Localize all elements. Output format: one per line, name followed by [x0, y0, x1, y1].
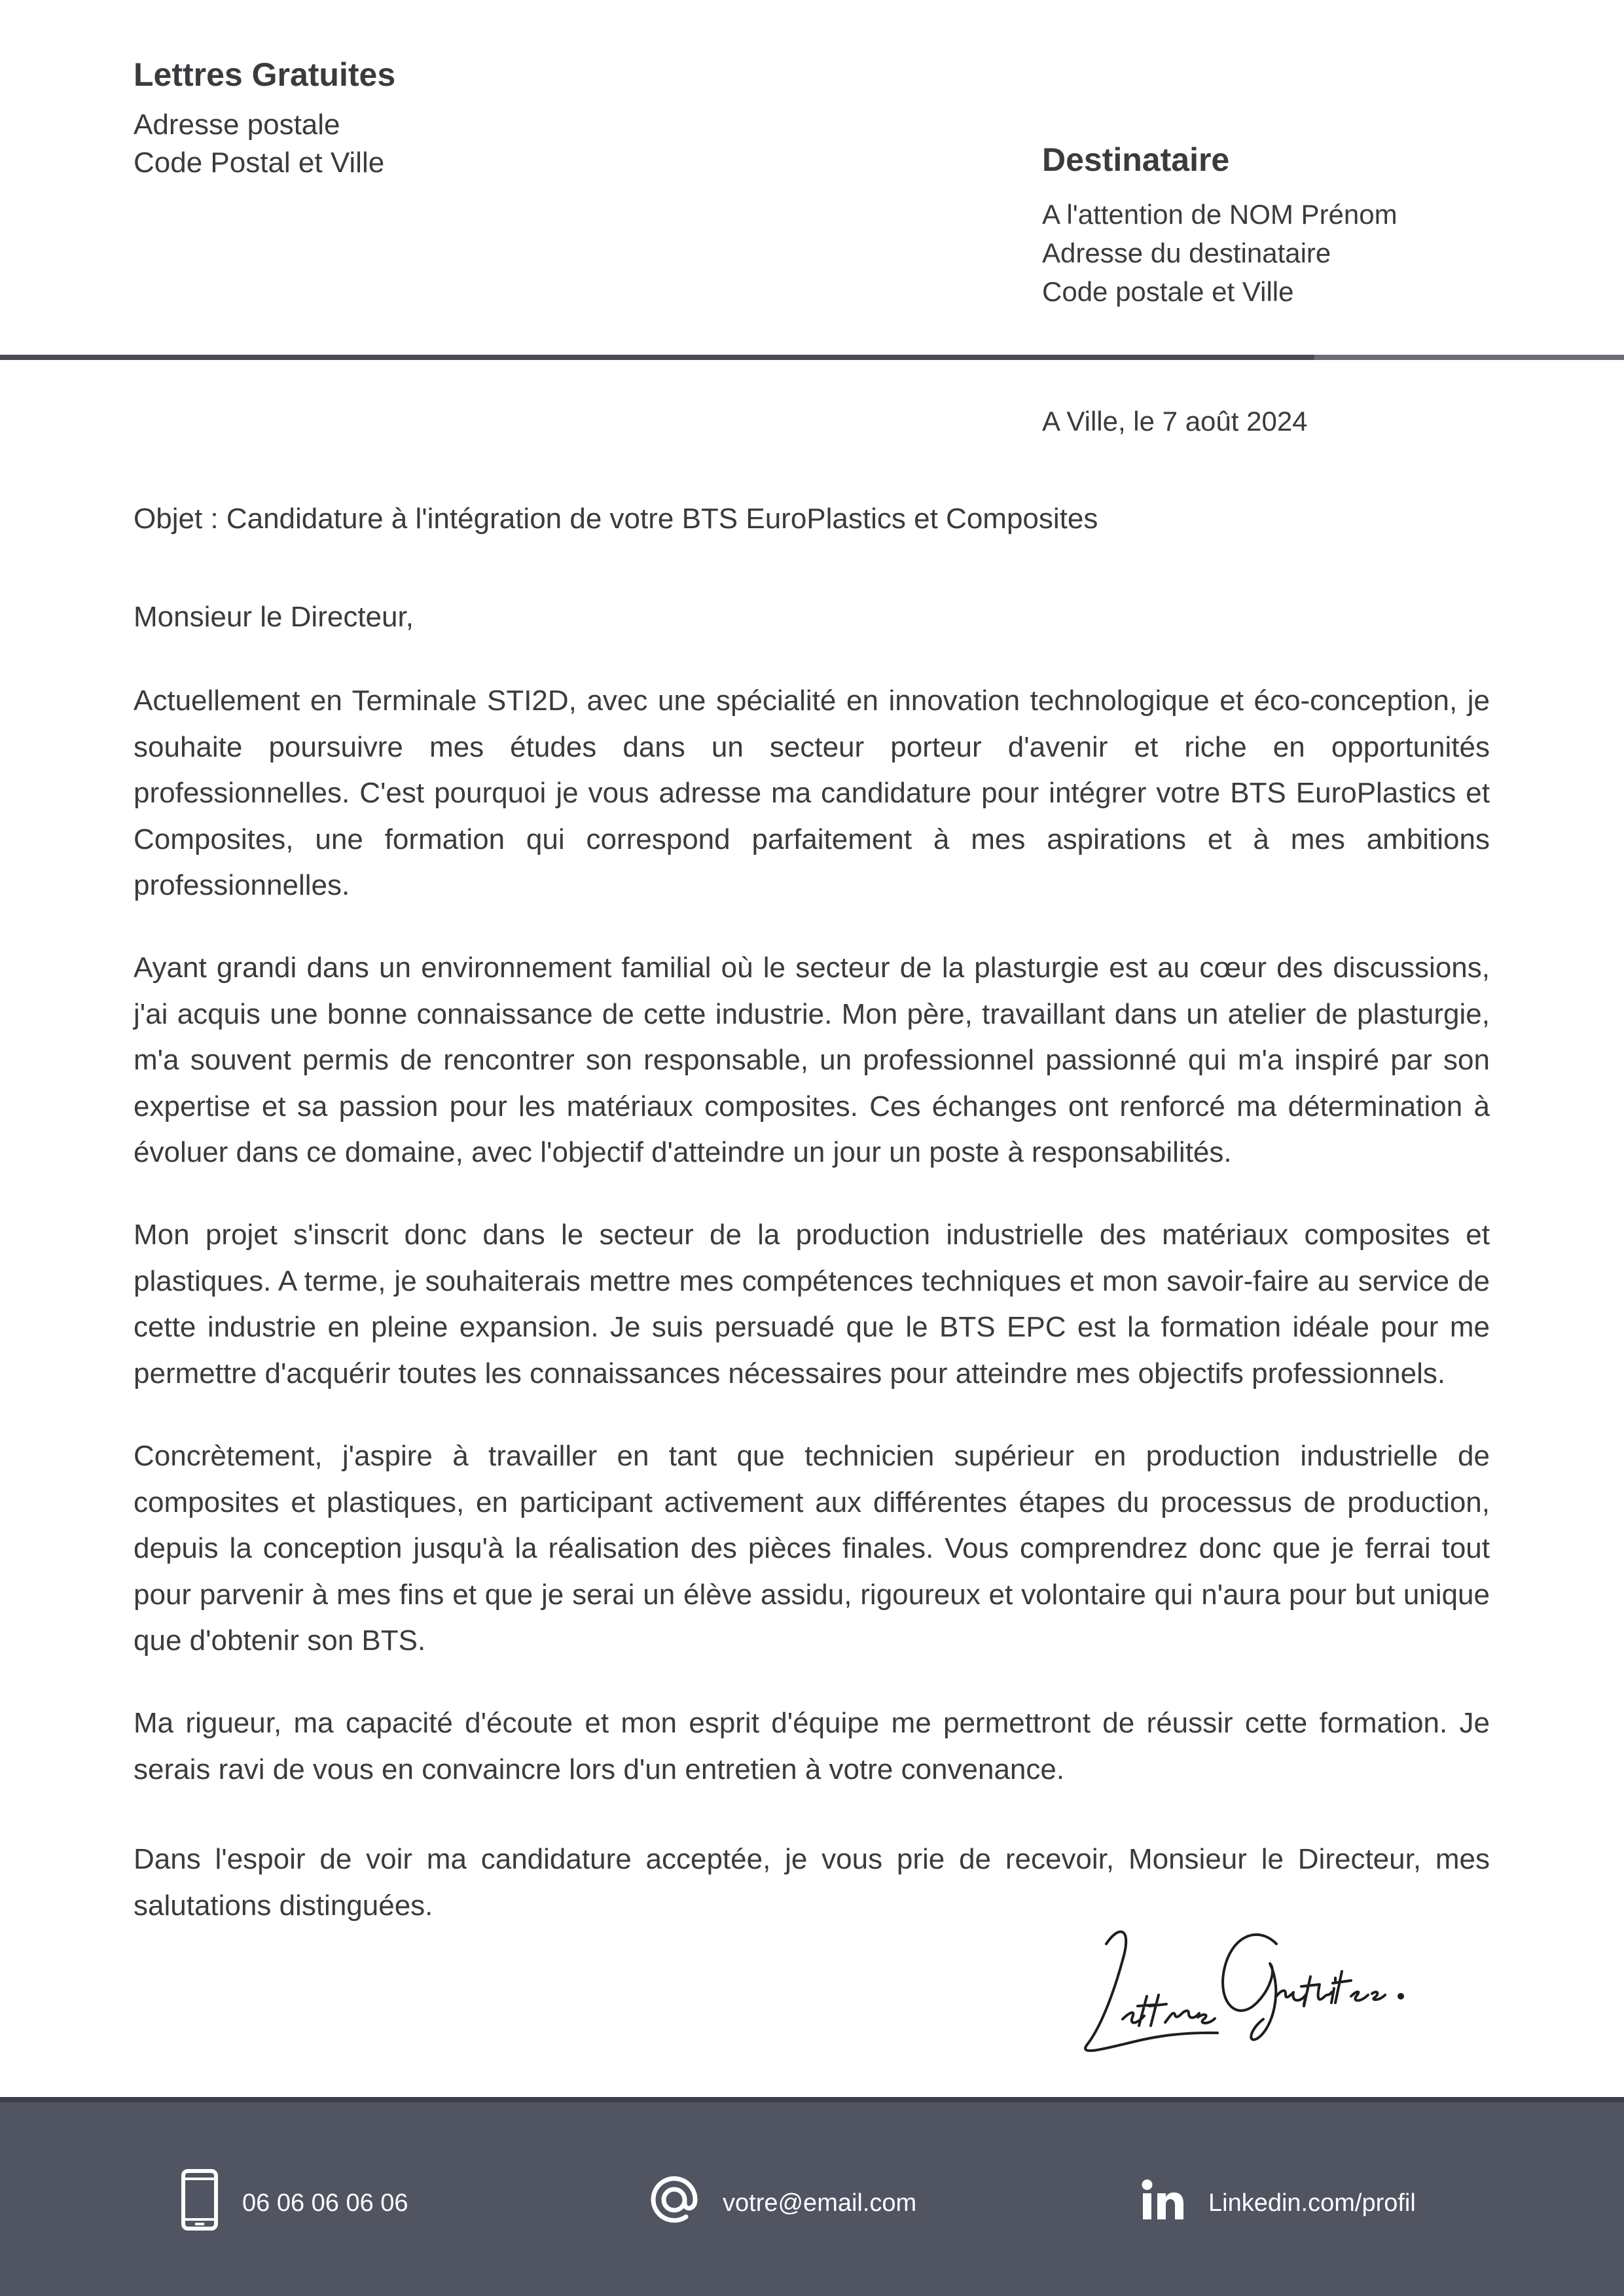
letter-paragraph-2: Ayant grandi dans un environnement familial où le secteur de la plasturgie est au cœur des discussions, j'ai acquis une bonne connaissance de cette industrie. Mon père, travaillant dans un atelier de plasturgie, m'a souvent permis de rencontrer son responsable, un professionnel passionné qui m'a inspiré par son expertise et sa passion pour les matériaux composites. Ces échanges ont renforcé ma détermination à évoluer dans ce domaine, avec l'objectif d'atteindre un jour un poste à responsabilités. — [134, 952, 1490, 1168]
sender-address: Adresse postale — [134, 109, 340, 141]
linkedin-icon — [1142, 2179, 1185, 2227]
letter-paragraph-5: Ma rigueur, ma capacité d'écoute et mon esprit d'équipe me permettront de réussir cette formation. Je serais ravi de vous en convaincre lors d'un entretien à votre convenance. — [134, 1707, 1490, 1785]
recipient-city: Code postale et Ville — [1042, 276, 1294, 307]
letter-salutation: Monsieur le Directeur, — [134, 601, 414, 633]
footer-top-border — [0, 2097, 1624, 2102]
recipient-attention: A l'attention de NOM Prénom — [1042, 199, 1398, 230]
sender-city: Code Postal et Ville — [134, 147, 385, 179]
letter-subject: Objet : Candidature à l'intégration de votre BTS EuroPlastics et Composites — [134, 503, 1098, 535]
letter-paragraph-6: Dans l'espoir de voir ma candidature acceptée, je vous prie de recevoir, Monsieur le Directeur, mes salutations distinguées. — [134, 1843, 1490, 1922]
at-sign-icon — [649, 2175, 699, 2231]
contact-linkedin-text: Linkedin.com/profil — [1208, 2189, 1416, 2217]
letter-paragraph-4: Concrètement, j'aspire à travailler en tant que technicien supérieur en production industrielle de composites et plastiques, en participant activement aux différentes étapes du processus de production, depuis la conception jusqu'à la réalisation des pièces finales. Vous comprendrez donc que je ferrai tout pour parvenir à mes fins et que je serai un élève assidu, rigoureux et volontaire qui n'aura pour but unique que d'obtenir son BTS. — [134, 1440, 1490, 1657]
contact-email[interactable] — [649, 2170, 916, 2236]
recipient-block — [1042, 136, 1398, 311]
footer — [0, 2097, 1624, 2296]
contact-phone-text: 06 06 06 06 06 — [242, 2189, 408, 2217]
sender-name: Lettres Gratuites — [134, 56, 396, 93]
phone-icon — [181, 2168, 219, 2238]
sender-block — [134, 51, 395, 182]
recipient-address: Adresse du destinataire — [1042, 238, 1331, 268]
handwritten-signature — [1060, 1898, 1440, 2068]
recipient-title: Destinataire — [1042, 141, 1230, 178]
letter-date: A Ville, le 7 août 2024 — [1042, 406, 1308, 437]
contact-phone[interactable] — [181, 2170, 408, 2236]
contact-email-text: votre@email.com — [723, 2189, 917, 2217]
header-divider-accent — [1314, 355, 1624, 360]
contact-linkedin[interactable] — [1142, 2170, 1416, 2236]
letter-paragraph-1: Actuellement en Terminale STI2D, avec une spécialité en innovation technologique et éco-conception, je souhaite poursuivre mes études dans un secteur porteur d'avenir et riche en opportunités professionnelles. C'est pourquoi je vous adresse ma candidature pour intégrer votre BTS EuroPlastics et Composites, une formation qui correspond parfaitement à mes aspirations et à mes ambitions professionnelles. — [134, 685, 1490, 901]
letter-paragraph-3: Mon projet s'inscrit donc dans le secteur de la production industrielle des matériaux composites et plastiques. A terme, je souhaiterais mettre mes compétences techniques et mon savoir-faire au service de cette industrie en pleine expansion. Je suis persuadé que le BTS EPC est la formation idéale pour me permettre d'acquérir toutes les connaissances nécessaires pour atteindre mes objectifs professionnels. — [134, 1219, 1490, 1390]
